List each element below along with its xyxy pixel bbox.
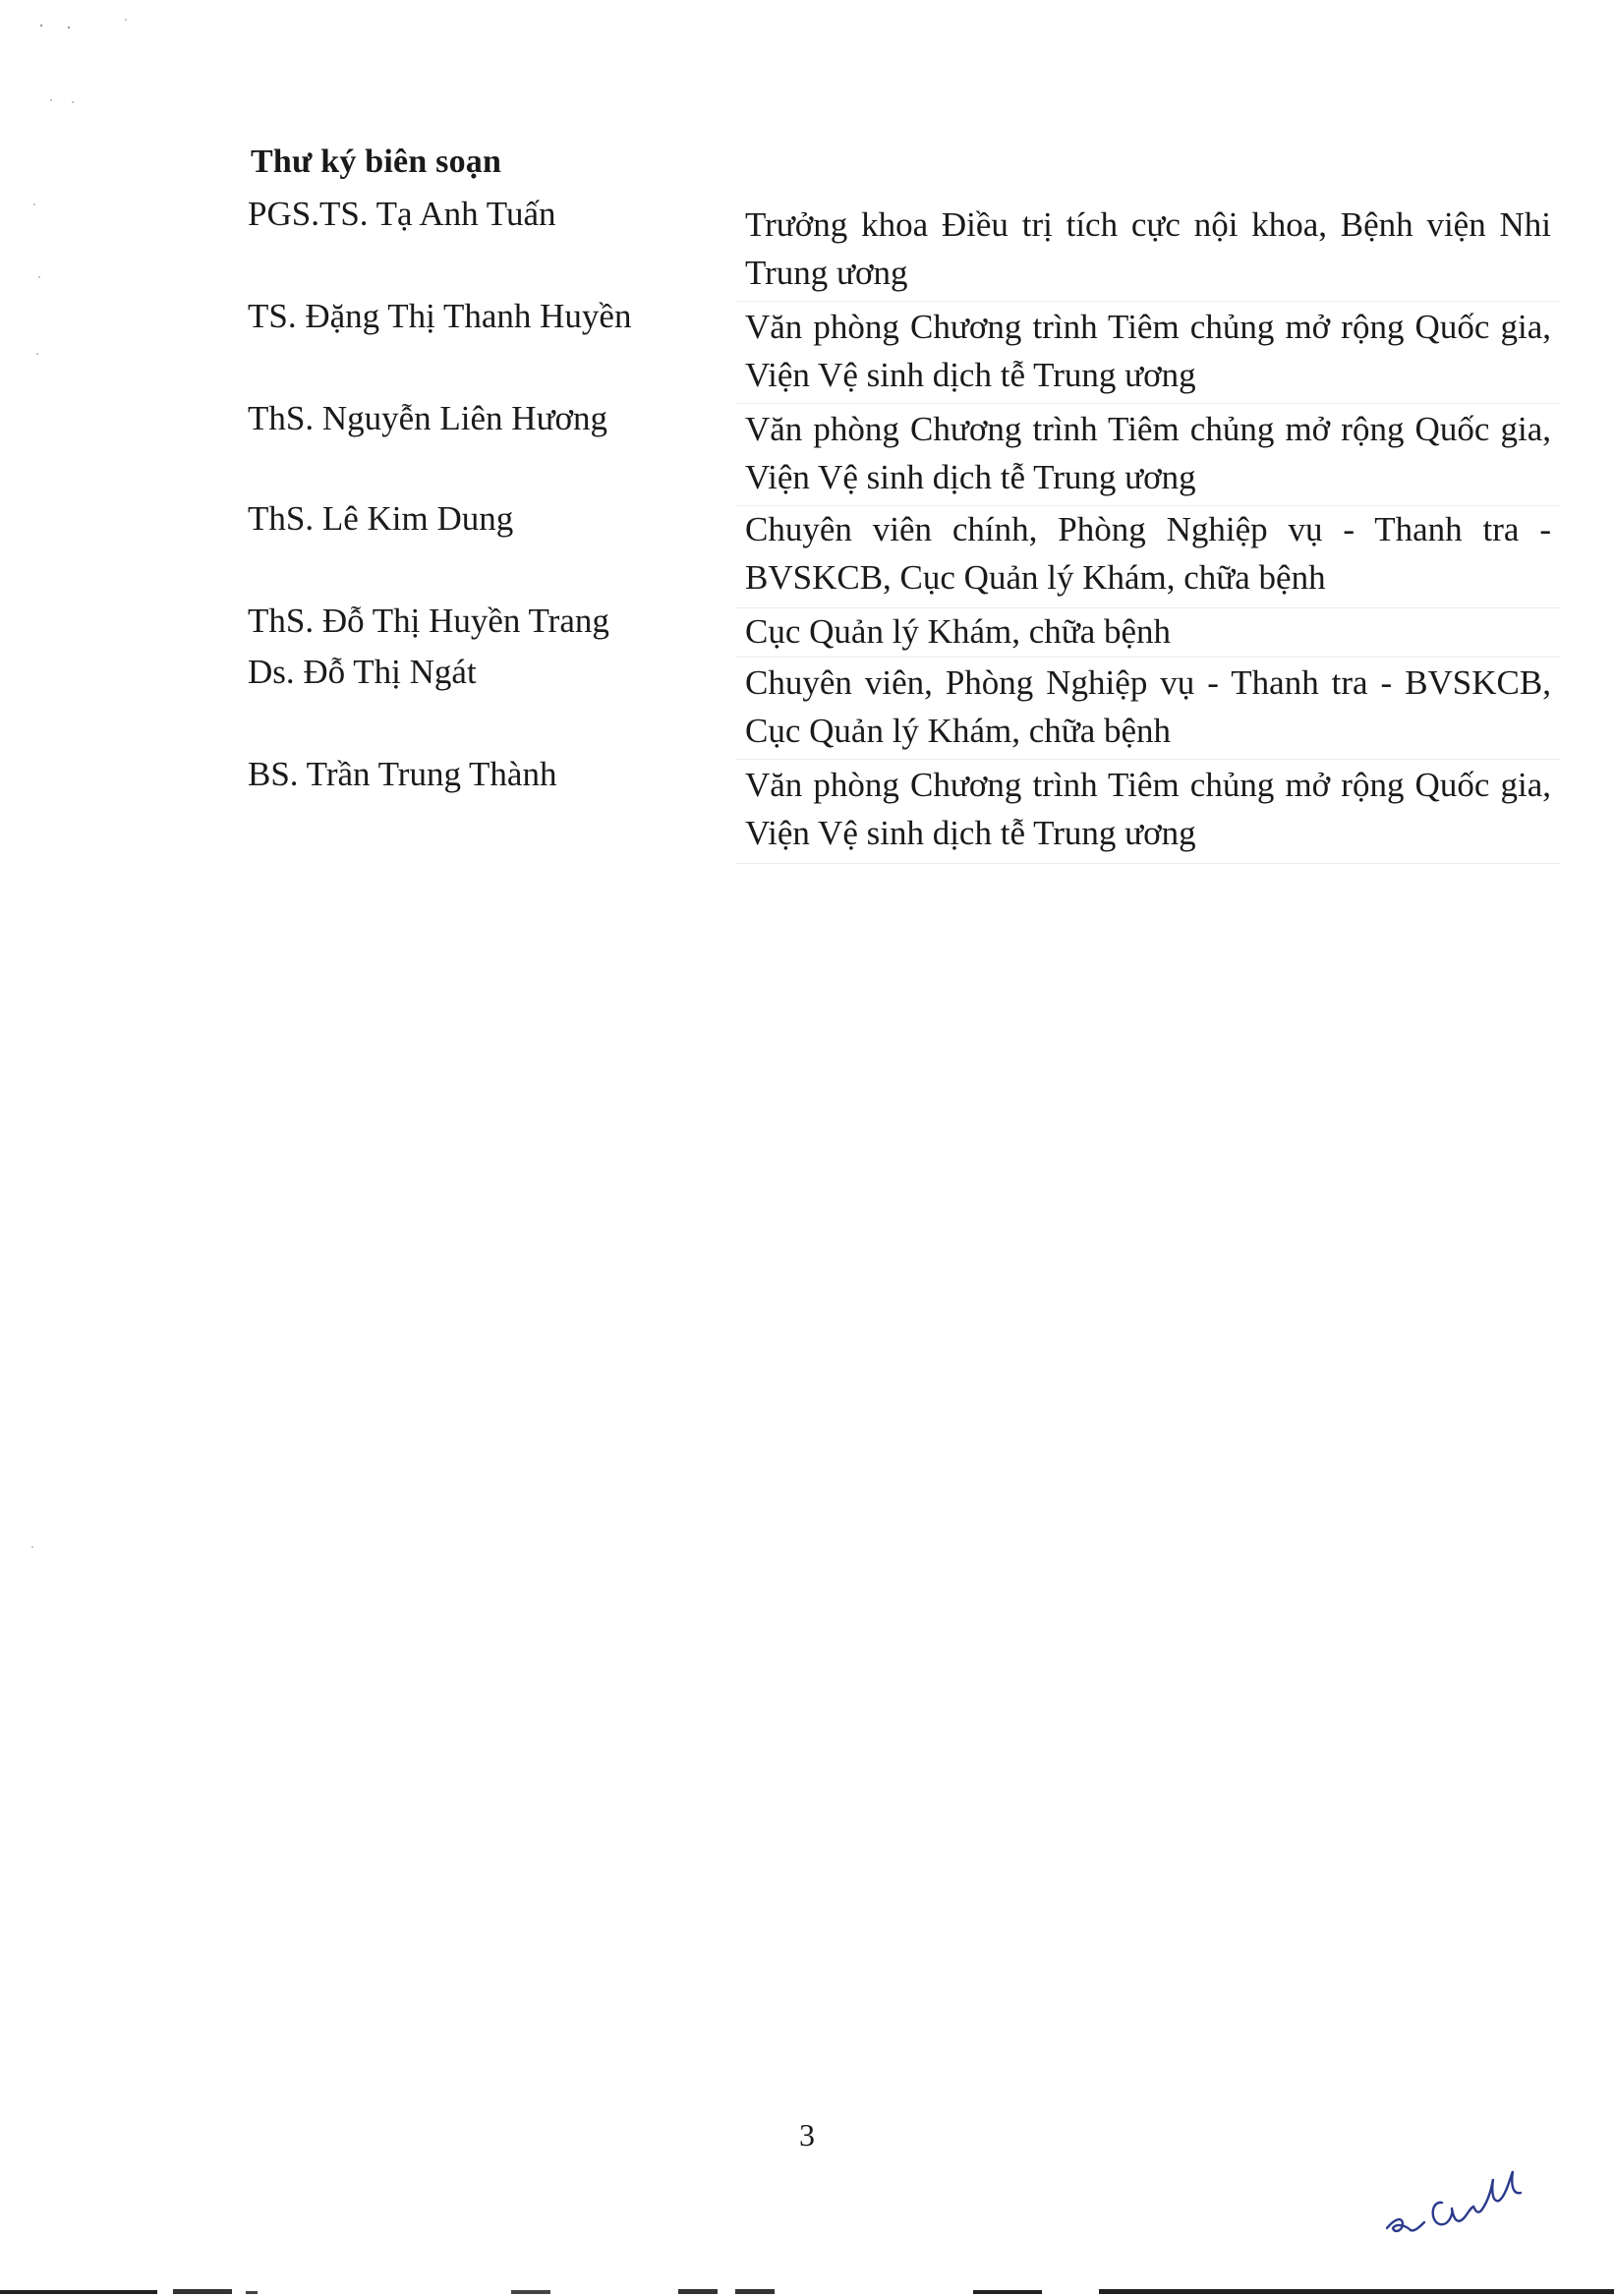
row-divider	[735, 301, 1561, 302]
member-name: Ds. Đỗ Thị Ngát	[248, 653, 477, 691]
member-name: PGS.TS. Tạ Anh Tuấn	[248, 195, 556, 233]
member-role: Cục Quản lý Khám, chữa bệnh	[745, 612, 1172, 651]
row-divider	[735, 863, 1561, 864]
row-divider	[735, 759, 1561, 760]
member-name: ThS. Lê Kim Dung	[248, 499, 514, 538]
member-name: BS. Trần Trung Thành	[248, 755, 557, 793]
signature-mark	[1381, 2157, 1538, 2246]
member-role: Văn phòng Chương trình Tiêm chủng mở rộng Quốc gia, Viện Vệ sinh dịch tễ Trung ương	[745, 766, 1551, 852]
member-name: TS. Đặng Thị Thanh Huyền	[248, 297, 632, 335]
member-role: Văn phòng Chương trình Tiêm chủng mở rộng Quốc gia, Viện Vệ sinh dịch tễ Trung ương	[745, 410, 1551, 496]
page-number: 3	[799, 2117, 815, 2152]
member-role: Trưởng khoa Điều trị tích cực nội khoa, Bệnh viện Nhi Trung ương	[745, 205, 1551, 292]
member-name: ThS. Nguyễn Liên Hương	[248, 399, 608, 437]
row-divider	[735, 657, 1561, 658]
scan-artifacts	[0, 0, 138, 1671]
row-divider	[735, 403, 1561, 404]
member-role: Chuyên viên, Phòng Nghiệp vụ - Thanh tra - BVSKCB, Cục Quản lý Khám, chữa bệnh	[745, 663, 1551, 750]
scan-edge-strip	[0, 2286, 1614, 2296]
section-heading: Thư ký biên soạn	[251, 144, 502, 180]
member-role: Văn phòng Chương trình Tiêm chủng mở rộng Quốc gia, Viện Vệ sinh dịch tễ Trung ương	[745, 308, 1551, 394]
member-name: ThS. Đỗ Thị Huyền Trang	[248, 602, 609, 640]
member-role: Chuyên viên chính, Phòng Nghiệp vụ - Thanh tra - BVSKCB, Cục Quản lý Khám, chữa bệnh	[745, 510, 1551, 597]
